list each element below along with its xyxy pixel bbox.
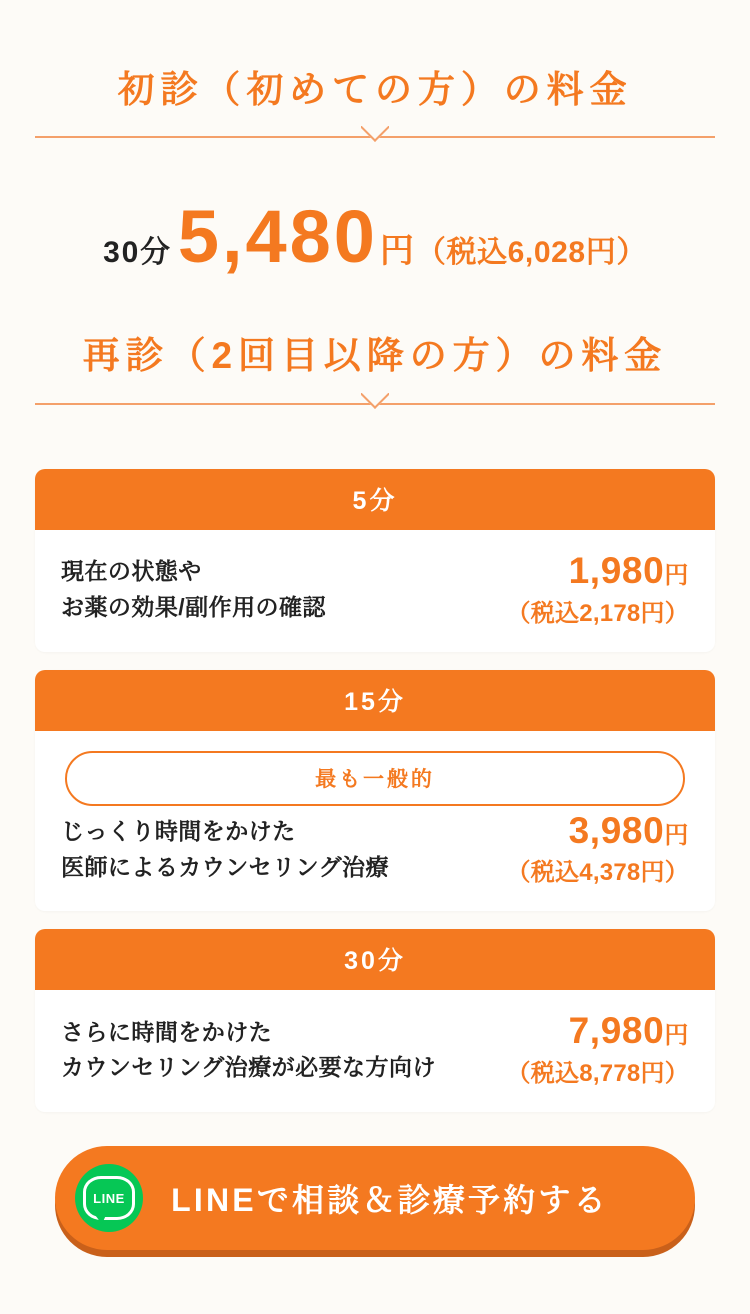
plan-price-number: 3,980 <box>568 809 665 851</box>
plan-duration-header: 15分 <box>35 670 715 731</box>
plan-tax-note: （税込8,778円） <box>506 1060 689 1088</box>
plan-description <box>61 1015 436 1086</box>
plan-price <box>507 809 689 851</box>
plan-body <box>35 806 715 912</box>
plan-duration-header: 5分 <box>35 469 715 530</box>
revisit-heading: 再診（2回目以降の方）の料金 <box>82 335 668 377</box>
line-icon <box>75 1164 143 1232</box>
first-visit-divider <box>35 136 715 158</box>
cta-label: LINEで相談＆診療予約する <box>171 1182 609 1219</box>
line-bubble-shape <box>83 1176 135 1220</box>
plan-price <box>507 549 689 591</box>
plan-duration-header: 30分 <box>35 929 715 990</box>
plan-price-block <box>495 809 689 888</box>
plan-price <box>507 1012 689 1051</box>
chevron-down-icon <box>361 126 389 148</box>
plan-body <box>35 990 715 1112</box>
plan-price-number: 7,980 <box>568 1010 665 1052</box>
plan-description-line: カウンセリング治療が必要な方向け <box>61 1054 436 1081</box>
plan-badge-wrap <box>35 731 715 806</box>
plan-description <box>61 554 326 625</box>
plan-description-line: 現在の状態や <box>61 558 202 585</box>
plan-description-line: 医師によるカウンセリング治療 <box>61 853 389 880</box>
plan-price-unit: 円 <box>664 821 689 849</box>
plan-price-block <box>495 549 689 628</box>
plan-price-unit: 円 <box>664 1022 689 1050</box>
revisit-divider <box>35 403 715 425</box>
plan-card <box>35 929 715 1112</box>
plan-card <box>35 670 715 912</box>
section-spacer <box>0 274 750 334</box>
plan-price-number: 1,980 <box>568 549 665 591</box>
plan-tax-note: （税込2,178円） <box>506 599 689 627</box>
first-visit-tax-note: （税込6,028円） <box>415 236 647 270</box>
line-icon-label: LINE <box>93 1190 125 1206</box>
cta-wrap <box>0 1146 750 1250</box>
first-visit-duration: 30分 <box>103 236 172 270</box>
plan-description <box>61 814 389 885</box>
plan-description-line: じっくり時間をかけた <box>61 817 296 844</box>
plan-price-block <box>495 1012 689 1088</box>
plan-tax-note: （税込4,378円） <box>506 859 689 887</box>
first-visit-price <box>0 195 750 279</box>
first-visit-heading: 初診（初めての方）の料金 <box>117 69 633 110</box>
plan-card-list <box>0 469 750 1113</box>
plan-description-line: さらに時間をかけた <box>61 1018 273 1045</box>
first-visit-amount: 5,480 <box>177 195 378 279</box>
chevron-down-icon <box>361 393 389 415</box>
plan-card <box>35 469 715 652</box>
most-popular-badge: 最も一般的 <box>65 751 685 806</box>
line-reservation-button[interactable] <box>55 1146 695 1250</box>
plan-price-unit: 円 <box>664 561 689 589</box>
plan-description-line: お薬の効果/副作用の確認 <box>61 593 326 620</box>
first-visit-yen: 円 <box>379 232 414 271</box>
plan-body <box>35 530 715 652</box>
